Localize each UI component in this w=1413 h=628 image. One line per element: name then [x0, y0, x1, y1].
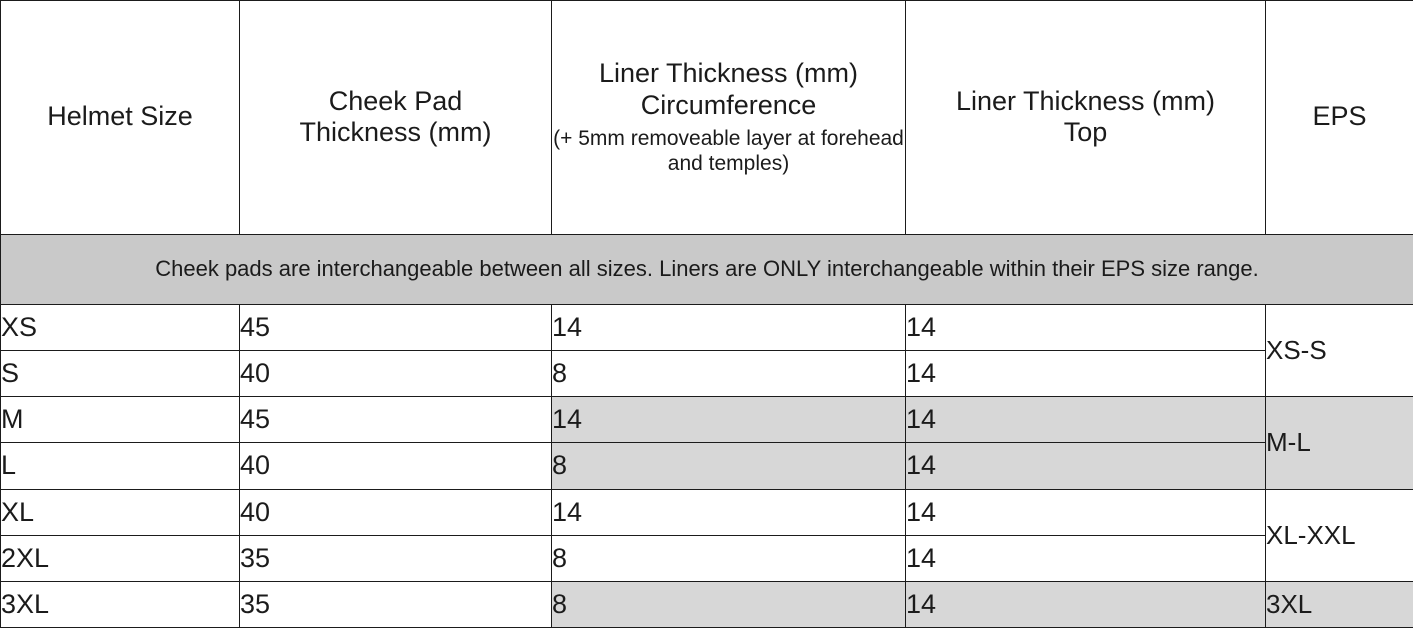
interchangeability-note: Cheek pads are interchangeable between all sizes. Liners are ONLY interchangeable within their EPS size range.: [1, 234, 1413, 304]
cell-cheek-pad-thickness: 35: [240, 535, 552, 581]
cell-liner-circumference: 14: [552, 397, 906, 443]
cell-cheek-pad-thickness: 40: [240, 351, 552, 397]
cell-helmet-size: XS: [1, 304, 240, 350]
cell-eps-group: M-L: [1266, 397, 1413, 489]
header-cell-helmet-size: [1, 1, 240, 235]
table-row: [1, 489, 1413, 535]
cell-liner-top: 14: [906, 351, 1266, 397]
cell-liner-top: 14: [906, 581, 1266, 627]
table-row: [1, 351, 1413, 397]
cell-helmet-size: 3XL: [1, 581, 240, 627]
cell-helmet-size: S: [1, 351, 240, 397]
header-cell-eps: [1266, 1, 1413, 235]
cell-eps-group: 3XL: [1266, 581, 1413, 627]
header-cell-liner-thickness-top: [906, 1, 1266, 235]
cell-liner-top: 14: [906, 397, 1266, 443]
cell-liner-circumference: 14: [552, 489, 906, 535]
table-note-row: [1, 234, 1413, 304]
cell-liner-circumference: 8: [552, 581, 906, 627]
cell-eps-group: XS-S: [1266, 304, 1413, 396]
header-cell-cheek-pad-thickness: [240, 1, 552, 235]
cell-helmet-size: 2XL: [1, 535, 240, 581]
cell-eps-group: XL-XXL: [1266, 489, 1413, 581]
header-sub-note: (+ 5mm removeable layer at forehead and temples): [553, 127, 904, 176]
header-cell-liner-thickness-circumference: [552, 1, 906, 235]
cell-cheek-pad-thickness: 45: [240, 304, 552, 350]
cell-liner-top: 14: [906, 443, 1266, 489]
header-line-1: Liner Thickness (mm): [598, 58, 859, 89]
header-line-1: Helmet Size: [47, 101, 193, 132]
table-header-row: [1, 1, 1413, 235]
cell-liner-circumference: 8: [552, 443, 906, 489]
table-row: [1, 581, 1413, 627]
cell-liner-top: 14: [906, 535, 1266, 581]
cell-helmet-size: XL: [1, 489, 240, 535]
cell-cheek-pad-thickness: 40: [240, 489, 552, 535]
cell-liner-circumference: 8: [552, 535, 906, 581]
header-line-1: EPS: [1312, 101, 1367, 132]
cell-liner-circumference: 14: [552, 304, 906, 350]
cell-helmet-size: M: [1, 397, 240, 443]
table-row: [1, 397, 1413, 443]
cell-cheek-pad-thickness: 40: [240, 443, 552, 489]
cell-cheek-pad-thickness: 35: [240, 581, 552, 627]
cell-liner-top: 14: [906, 489, 1266, 535]
table-row: [1, 443, 1413, 489]
header-line-1: Liner Thickness (mm): [955, 85, 1216, 116]
cell-liner-top: 14: [906, 304, 1266, 350]
header-line-2: Top: [1063, 117, 1108, 148]
table-row: [1, 304, 1413, 350]
table-row: [1, 535, 1413, 581]
header-line-2: Thickness (mm): [299, 117, 492, 148]
header-line-2: Circumference: [640, 90, 817, 121]
cell-helmet-size: L: [1, 443, 240, 489]
cell-cheek-pad-thickness: 45: [240, 397, 552, 443]
header-line-1: Cheek Pad: [328, 85, 463, 116]
cell-liner-circumference: 8: [552, 351, 906, 397]
